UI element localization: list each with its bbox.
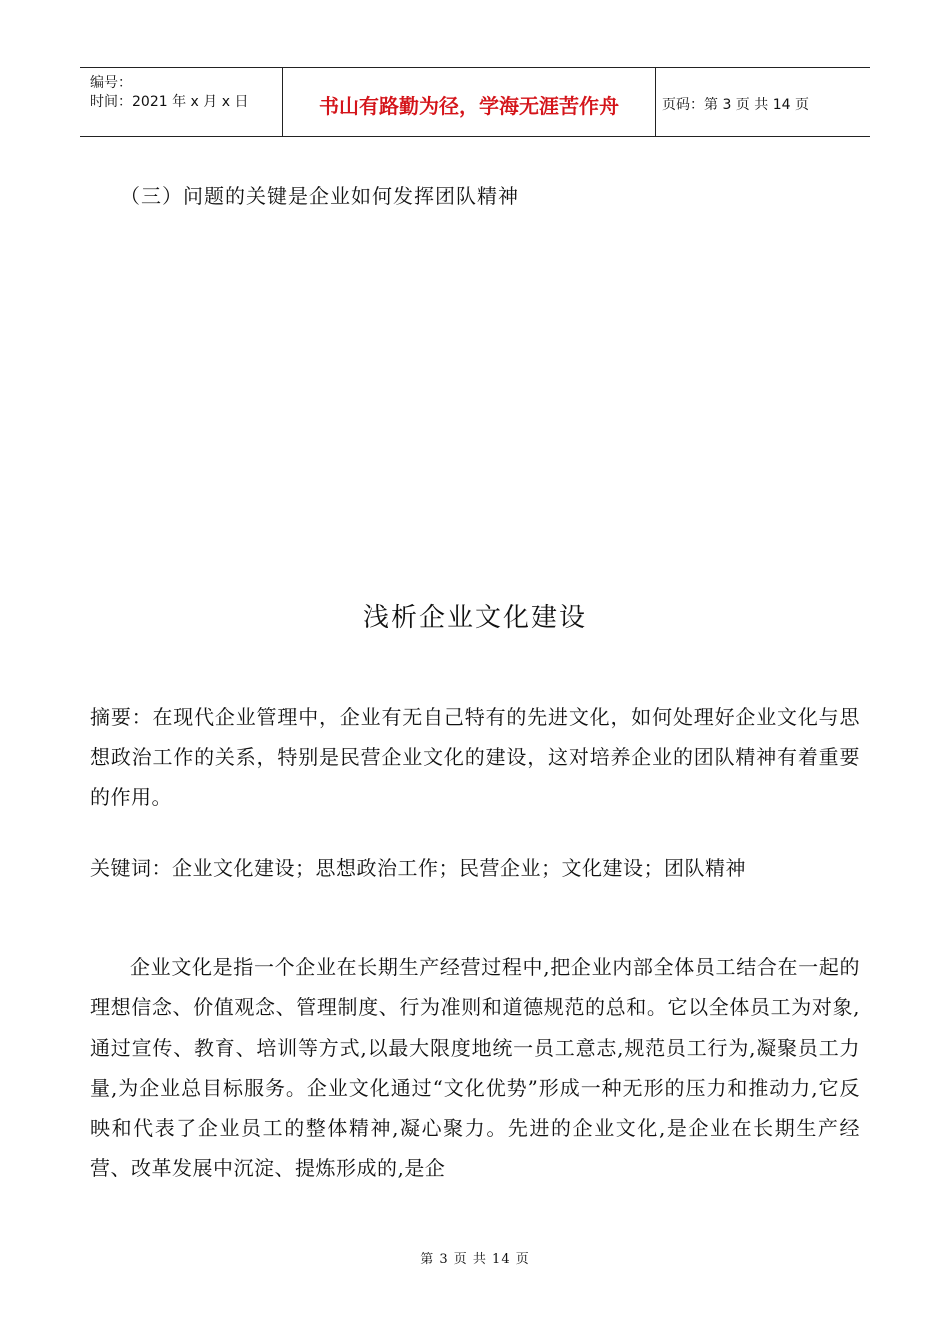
abstract-paragraph: 摘要：在现代企业管理中，企业有无自己特有的先进文化，如何处理好企业文化与思想政治工作的关系，特别是民营企业文化的建设，这对培养企业的团队精神有着重要的作用。 <box>90 705 860 809</box>
document-title: 浅析企业文化建设 <box>362 603 587 633</box>
header-table <box>80 67 870 137</box>
header-page-info: 页码：第 3 页 共 14 页 <box>662 97 809 113</box>
body-paragraph: 企业文化是指一个企业在长期生产经营过程中,把企业内部全体员工结合在一起的理想信念、价值观念、管理制度、行为准则和道德规范的总和。它以全体员工为对象,通过宣传、教育、培训等方式,以最大限度地统一员工意志,规范员工行为,凝聚员工力量,为企业总目标服务。企业文化通过“文化优势”形成一种无形的压力和推动力,它反映和代表了企业员工的整体精神,凝心聚力。先进的企业文化,是企业在长期生产经营、改革发展中沉淀、提炼形成的,是企 <box>90 955 860 1181</box>
header-meta-cell <box>80 68 282 136</box>
header-motto: 书山有路勤为径，学海无涯苦作舟 <box>319 93 619 118</box>
time-label: 时间：2021 年 x 月 x 日 <box>90 94 249 110</box>
page-footer: 第 3 页 共 14 页 <box>420 1252 530 1267</box>
header-motto-cell <box>282 68 656 136</box>
serial-number-label: 编号： <box>90 75 132 91</box>
keywords-paragraph: 关键词：企业文化建设；思想政治工作；民营企业；文化建设；团队精神 <box>90 856 746 880</box>
header-page-cell <box>656 68 870 136</box>
section-heading: （三）问题的关键是企业如何发挥团队精神 <box>120 184 519 208</box>
